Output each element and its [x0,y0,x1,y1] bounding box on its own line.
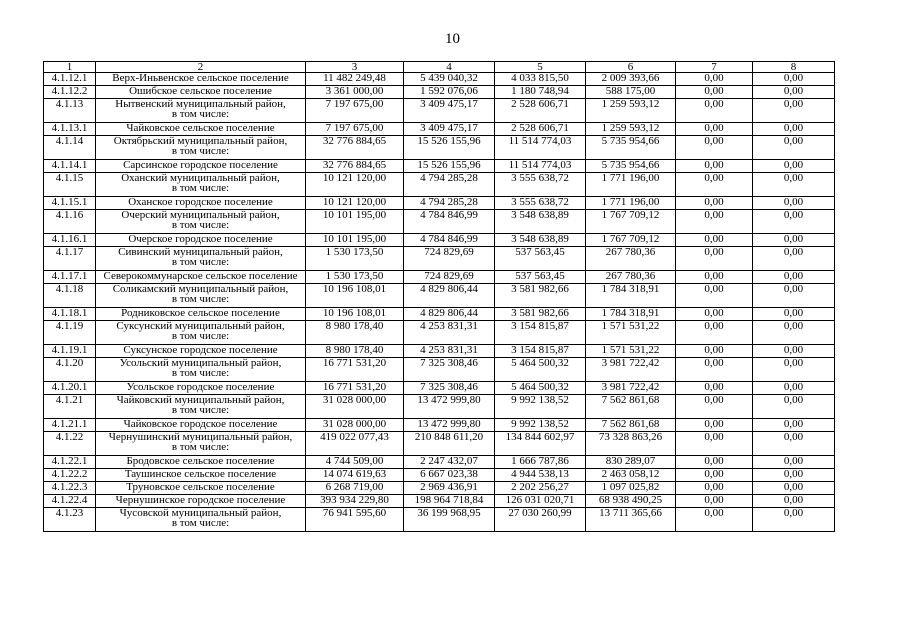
amount-cell-v7: 0,00 [676,173,753,197]
amount-cell-v8: 0,00 [753,210,835,234]
amount-cell-v5: 3 548 638,89 [495,234,586,247]
amount-cell-v5: 3 154 815,87 [495,345,586,358]
row-name-line: в том числе: [171,441,230,453]
amount-cell-v5: 9 992 138,52 [495,419,586,432]
amount-cell-v5: 537 563,45 [495,247,586,271]
row-name [96,482,306,495]
amount-cell-v4: 724 829,69 [404,271,495,284]
table-row [44,419,835,432]
amount-cell-v4: 15 526 155,96 [404,136,495,160]
amount-cell-v8: 0,00 [753,73,835,86]
amount-cell-v3: 7 197 675,00 [306,123,404,136]
amount-cell-v7: 0,00 [676,321,753,345]
row-name [96,469,306,482]
row-name-line: в том числе: [171,182,230,194]
column-header: 3 [306,62,404,73]
row-name-line: Бродовское сельское поселение [126,455,275,467]
amount-cell-v4: 210 848 611,20 [404,432,495,456]
row-code: 4.1.21.1 [44,419,96,432]
amount-cell-v8: 0,00 [753,160,835,173]
amount-cell-v6: 13 711 365,66 [586,508,676,532]
row-code: 4.1.20 [44,358,96,382]
row-code: 4.1.22 [44,432,96,456]
row-name-line: Очерский муниципальный район, [121,209,280,221]
row-name [96,419,306,432]
amount-cell-v3: 393 934 229,80 [306,495,404,508]
row-code: 4.1.13.1 [44,123,96,136]
row-code: 4.1.13 [44,99,96,123]
amount-cell-v3: 1 530 173,50 [306,271,404,284]
row-name-line: Сарсинское городское поселение [123,159,278,171]
amount-cell-v7: 0,00 [676,508,753,532]
amount-cell-v4: 3 409 475,17 [404,99,495,123]
amount-cell-v6: 3 981 722,42 [586,382,676,395]
amount-cell-v6: 5 735 954,66 [586,160,676,173]
amount-cell-v6: 68 938 490,25 [586,495,676,508]
column-header: 1 [44,62,96,73]
row-name [96,456,306,469]
row-code: 4.1.22.4 [44,495,96,508]
amount-cell-v6: 1 784 318,91 [586,308,676,321]
amount-cell-v3: 32 776 884,65 [306,136,404,160]
amount-cell-v4: 198 964 718,84 [404,495,495,508]
table-row [44,382,835,395]
amount-cell-v5: 1 666 787,86 [495,456,586,469]
row-name [96,432,306,456]
row-code: 4.1.18 [44,284,96,308]
row-name [96,382,306,395]
amount-cell-v7: 0,00 [676,395,753,419]
table-row [44,495,835,508]
column-header: 6 [586,62,676,73]
amount-cell-v7: 0,00 [676,73,753,86]
amount-cell-v5: 4 944 538,13 [495,469,586,482]
column-number-row [44,62,835,73]
row-code: 4.1.12.1 [44,73,96,86]
row-name-line: Чернушинский муниципальный район, [108,431,293,443]
amount-cell-v6: 1 784 318,91 [586,284,676,308]
amount-cell-v8: 0,00 [753,469,835,482]
amount-cell-v3: 10 101 195,00 [306,234,404,247]
row-name [96,123,306,136]
amount-cell-v4: 7 325 308,46 [404,382,495,395]
row-name-line: Очерское городское поселение [128,233,273,245]
amount-cell-v7: 0,00 [676,345,753,358]
table-row [44,247,835,271]
table-row [44,197,835,210]
amount-cell-v4: 13 472 999,80 [404,419,495,432]
amount-cell-v5: 11 514 774,03 [495,160,586,173]
amount-cell-v3: 11 482 249,48 [306,73,404,86]
amount-cell-v6: 1 259 593,12 [586,99,676,123]
amount-cell-v7: 0,00 [676,432,753,456]
table-row [44,345,835,358]
table-row [44,482,835,495]
row-code: 4.1.14.1 [44,160,96,173]
row-name-line: Таушинское сельское поселение [124,468,277,480]
amount-cell-v8: 0,00 [753,308,835,321]
column-header: 8 [753,62,835,73]
amount-cell-v8: 0,00 [753,197,835,210]
amount-cell-v8: 0,00 [753,382,835,395]
table-row [44,210,835,234]
amount-cell-v5: 3 555 638,72 [495,173,586,197]
row-name [96,395,306,419]
amount-cell-v4: 7 325 308,46 [404,358,495,382]
amount-cell-v8: 0,00 [753,495,835,508]
amount-cell-v8: 0,00 [753,99,835,123]
amount-cell-v4: 4 829 806,44 [404,284,495,308]
row-name [96,321,306,345]
amount-cell-v7: 0,00 [676,495,753,508]
amount-cell-v4: 4 829 806,44 [404,308,495,321]
amount-cell-v3: 3 361 000,00 [306,86,404,99]
row-name-line: Оханское городское поселение [128,196,273,208]
table-row [44,456,835,469]
table-row [44,86,835,99]
amount-cell-v6: 267 780,36 [586,271,676,284]
amount-cell-v7: 0,00 [676,419,753,432]
amount-cell-v4: 4 253 831,31 [404,345,495,358]
row-name-line: Ошибское сельское поселение [129,85,272,97]
amount-cell-v6: 1 097 025,82 [586,482,676,495]
amount-cell-v8: 0,00 [753,345,835,358]
amount-cell-v4: 1 592 076,06 [404,86,495,99]
table-row [44,173,835,197]
row-name-line: Труновское сельское поселение [126,481,275,493]
amount-cell-v6: 7 562 861,68 [586,395,676,419]
amount-cell-v7: 0,00 [676,197,753,210]
amount-cell-v6: 1 571 531,22 [586,321,676,345]
table-row [44,284,835,308]
amount-cell-v8: 0,00 [753,247,835,271]
row-name [96,210,306,234]
row-code: 4.1.22.3 [44,482,96,495]
row-name-line: Октябрьский муниципальный район, [113,135,288,147]
amount-cell-v7: 0,00 [676,271,753,284]
table-row [44,136,835,160]
row-name-line: Нытвенский муниципальный район, [115,98,286,110]
amount-cell-v3: 4 744 509,00 [306,456,404,469]
row-name-line: в том числе: [171,367,230,379]
amount-cell-v8: 0,00 [753,432,835,456]
amount-cell-v7: 0,00 [676,308,753,321]
amount-cell-v7: 0,00 [676,284,753,308]
row-name [96,308,306,321]
amount-cell-v6: 1 767 709,12 [586,210,676,234]
amount-cell-v8: 0,00 [753,419,835,432]
amount-cell-v7: 0,00 [676,382,753,395]
amount-cell-v5: 3 581 982,66 [495,308,586,321]
row-code: 4.1.14 [44,136,96,160]
amount-cell-v6: 2 463 058,12 [586,469,676,482]
row-name-line: в том числе: [171,330,230,342]
row-code: 4.1.12.2 [44,86,96,99]
amount-cell-v3: 6 268 719,00 [306,482,404,495]
amount-cell-v3: 14 074 619,63 [306,469,404,482]
column-header: 2 [96,62,306,73]
amount-cell-v5: 4 033 815,50 [495,73,586,86]
amount-cell-v5: 3 154 815,87 [495,321,586,345]
row-name [96,508,306,532]
amount-cell-v5: 27 030 260,99 [495,508,586,532]
table-row [44,160,835,173]
row-name [96,271,306,284]
amount-cell-v4: 4 784 846,99 [404,210,495,234]
amount-cell-v7: 0,00 [676,456,753,469]
row-code: 4.1.15.1 [44,197,96,210]
row-name [96,358,306,382]
row-code: 4.1.18.1 [44,308,96,321]
table-row [44,271,835,284]
amount-cell-v3: 10 196 108,01 [306,308,404,321]
amount-cell-v7: 0,00 [676,136,753,160]
table-row [44,469,835,482]
row-code: 4.1.22.1 [44,456,96,469]
amount-cell-v5: 5 464 500,32 [495,358,586,382]
amount-cell-v5: 5 464 500,32 [495,382,586,395]
amount-cell-v6: 3 981 722,42 [586,358,676,382]
row-name-line: Суксунский муниципальный район, [116,320,285,332]
amount-cell-v4: 4 784 846,99 [404,234,495,247]
row-name [96,495,306,508]
row-name-line: в том числе: [171,145,230,157]
row-name-line: в том числе: [171,404,230,416]
row-name [96,136,306,160]
row-code: 4.1.23 [44,508,96,532]
row-name [96,86,306,99]
amount-cell-v3: 8 980 178,40 [306,321,404,345]
table-body [44,73,835,532]
amount-cell-v5: 2 202 256,27 [495,482,586,495]
row-name-line: в том числе: [171,517,230,529]
amount-cell-v3: 419 022 077,43 [306,432,404,456]
amount-cell-v6: 73 328 863,26 [586,432,676,456]
amount-cell-v8: 0,00 [753,123,835,136]
amount-cell-v8: 0,00 [753,482,835,495]
row-name-line: в том числе: [171,108,230,120]
column-header: 4 [404,62,495,73]
amount-cell-v4: 2 969 436,91 [404,482,495,495]
row-code: 4.1.17 [44,247,96,271]
column-header: 5 [495,62,586,73]
row-code: 4.1.16 [44,210,96,234]
table-row [44,432,835,456]
amount-cell-v5: 3 548 638,89 [495,210,586,234]
amount-cell-v5: 9 992 138,52 [495,395,586,419]
table-row [44,395,835,419]
amount-cell-v7: 0,00 [676,469,753,482]
amount-cell-v7: 0,00 [676,247,753,271]
table-row [44,321,835,345]
amount-cell-v6: 1 767 709,12 [586,234,676,247]
amount-cell-v8: 0,00 [753,456,835,469]
amount-cell-v3: 1 530 173,50 [306,247,404,271]
row-name [96,99,306,123]
amount-cell-v5: 1 180 748,94 [495,86,586,99]
row-name-line: Чайковский муниципальный район, [116,394,285,406]
amount-cell-v7: 0,00 [676,358,753,382]
amount-cell-v5: 11 514 774,03 [495,136,586,160]
row-code: 4.1.19 [44,321,96,345]
row-name-line: Усольское городское поселение [126,381,275,393]
amount-cell-v6: 267 780,36 [586,247,676,271]
amount-cell-v4: 4 253 831,31 [404,321,495,345]
amount-cell-v3: 7 197 675,00 [306,99,404,123]
row-code: 4.1.15 [44,173,96,197]
amount-cell-v8: 0,00 [753,173,835,197]
amount-cell-v6: 1 571 531,22 [586,345,676,358]
row-name-line: Усольский муниципальный район, [119,357,282,369]
row-name-line: Северокоммунарское сельское поселение [103,270,298,282]
amount-cell-v4: 2 247 432,07 [404,456,495,469]
budget-table [43,61,835,532]
amount-cell-v8: 0,00 [753,508,835,532]
amount-cell-v8: 0,00 [753,136,835,160]
row-name-line: Верх-Иньвенское сельское поселение [112,72,289,84]
amount-cell-v8: 0,00 [753,358,835,382]
amount-cell-v5: 2 528 606,71 [495,99,586,123]
row-name-line: Родниковское сельское поселение [121,307,280,319]
amount-cell-v3: 10 121 120,00 [306,173,404,197]
row-name [96,197,306,210]
row-name-line: Чайковское сельское поселение [126,122,275,134]
amount-cell-v8: 0,00 [753,321,835,345]
row-name [96,284,306,308]
amount-cell-v4: 15 526 155,96 [404,160,495,173]
table-row [44,123,835,136]
amount-cell-v6: 1 771 196,00 [586,197,676,210]
amount-cell-v7: 0,00 [676,123,753,136]
table-row [44,99,835,123]
table-header [44,62,835,73]
amount-cell-v8: 0,00 [753,271,835,284]
amount-cell-v4: 5 439 040,32 [404,73,495,86]
row-code: 4.1.17.1 [44,271,96,284]
column-header: 7 [676,62,753,73]
amount-cell-v5: 537 563,45 [495,271,586,284]
row-name-line: Соликамский муниципальный район, [112,283,289,295]
row-name-line: в том числе: [171,293,230,305]
amount-cell-v3: 32 776 884,65 [306,160,404,173]
table-row [44,234,835,247]
row-code: 4.1.21 [44,395,96,419]
page-number: 10 [445,31,460,47]
row-name-line: Суксунское городское поселение [123,344,278,356]
amount-cell-v3: 10 101 195,00 [306,210,404,234]
row-name-line: в том числе: [171,219,230,231]
amount-cell-v7: 0,00 [676,86,753,99]
amount-cell-v8: 0,00 [753,284,835,308]
amount-cell-v6: 830 289,07 [586,456,676,469]
table-row [44,358,835,382]
amount-cell-v6: 2 009 393,66 [586,73,676,86]
amount-cell-v5: 3 555 638,72 [495,197,586,210]
amount-cell-v3: 10 196 108,01 [306,284,404,308]
amount-cell-v3: 8 980 178,40 [306,345,404,358]
table-row [44,73,835,86]
amount-cell-v7: 0,00 [676,234,753,247]
amount-cell-v4: 4 794 285,28 [404,173,495,197]
amount-cell-v5: 134 844 602,97 [495,432,586,456]
table-row [44,508,835,532]
amount-cell-v6: 5 735 954,66 [586,136,676,160]
amount-cell-v8: 0,00 [753,395,835,419]
row-name-line: в том числе: [171,256,230,268]
amount-cell-v8: 0,00 [753,86,835,99]
amount-cell-v6: 7 562 861,68 [586,419,676,432]
row-name [96,247,306,271]
amount-cell-v4: 6 667 023,38 [404,469,495,482]
amount-cell-v4: 13 472 999,80 [404,395,495,419]
row-code: 4.1.16.1 [44,234,96,247]
amount-cell-v3: 16 771 531,20 [306,358,404,382]
amount-cell-v3: 76 941 595,60 [306,508,404,532]
row-name-line: Чайковское городское поселение [123,418,278,430]
row-name [96,234,306,247]
row-name-line: Чусовской муниципальный район, [119,507,282,519]
amount-cell-v4: 4 794 285,28 [404,197,495,210]
row-name [96,345,306,358]
row-name [96,160,306,173]
amount-cell-v5: 126 031 020,71 [495,495,586,508]
row-name-line: Сивинский муниципальный район, [118,246,283,258]
amount-cell-v7: 0,00 [676,210,753,234]
amount-cell-v5: 2 528 606,71 [495,123,586,136]
row-name-line: Чернушинское городское поселение [115,494,286,506]
amount-cell-v4: 36 199 968,95 [404,508,495,532]
amount-cell-v3: 31 028 000,00 [306,395,404,419]
row-name [96,73,306,86]
amount-cell-v7: 0,00 [676,99,753,123]
table-row [44,308,835,321]
amount-cell-v3: 31 028 000,00 [306,419,404,432]
row-code: 4.1.20.1 [44,382,96,395]
amount-cell-v6: 1 771 196,00 [586,173,676,197]
amount-cell-v3: 10 121 120,00 [306,197,404,210]
row-code: 4.1.22.2 [44,469,96,482]
row-code: 4.1.19.1 [44,345,96,358]
amount-cell-v8: 0,00 [753,234,835,247]
amount-cell-v7: 0,00 [676,160,753,173]
amount-cell-v6: 588 175,00 [586,86,676,99]
amount-cell-v5: 3 581 982,66 [495,284,586,308]
amount-cell-v4: 724 829,69 [404,247,495,271]
amount-cell-v6: 1 259 593,12 [586,123,676,136]
amount-cell-v4: 3 409 475,17 [404,123,495,136]
row-name [96,173,306,197]
amount-cell-v3: 16 771 531,20 [306,382,404,395]
amount-cell-v7: 0,00 [676,482,753,495]
row-name-line: Оханский муниципальный район, [121,172,280,184]
